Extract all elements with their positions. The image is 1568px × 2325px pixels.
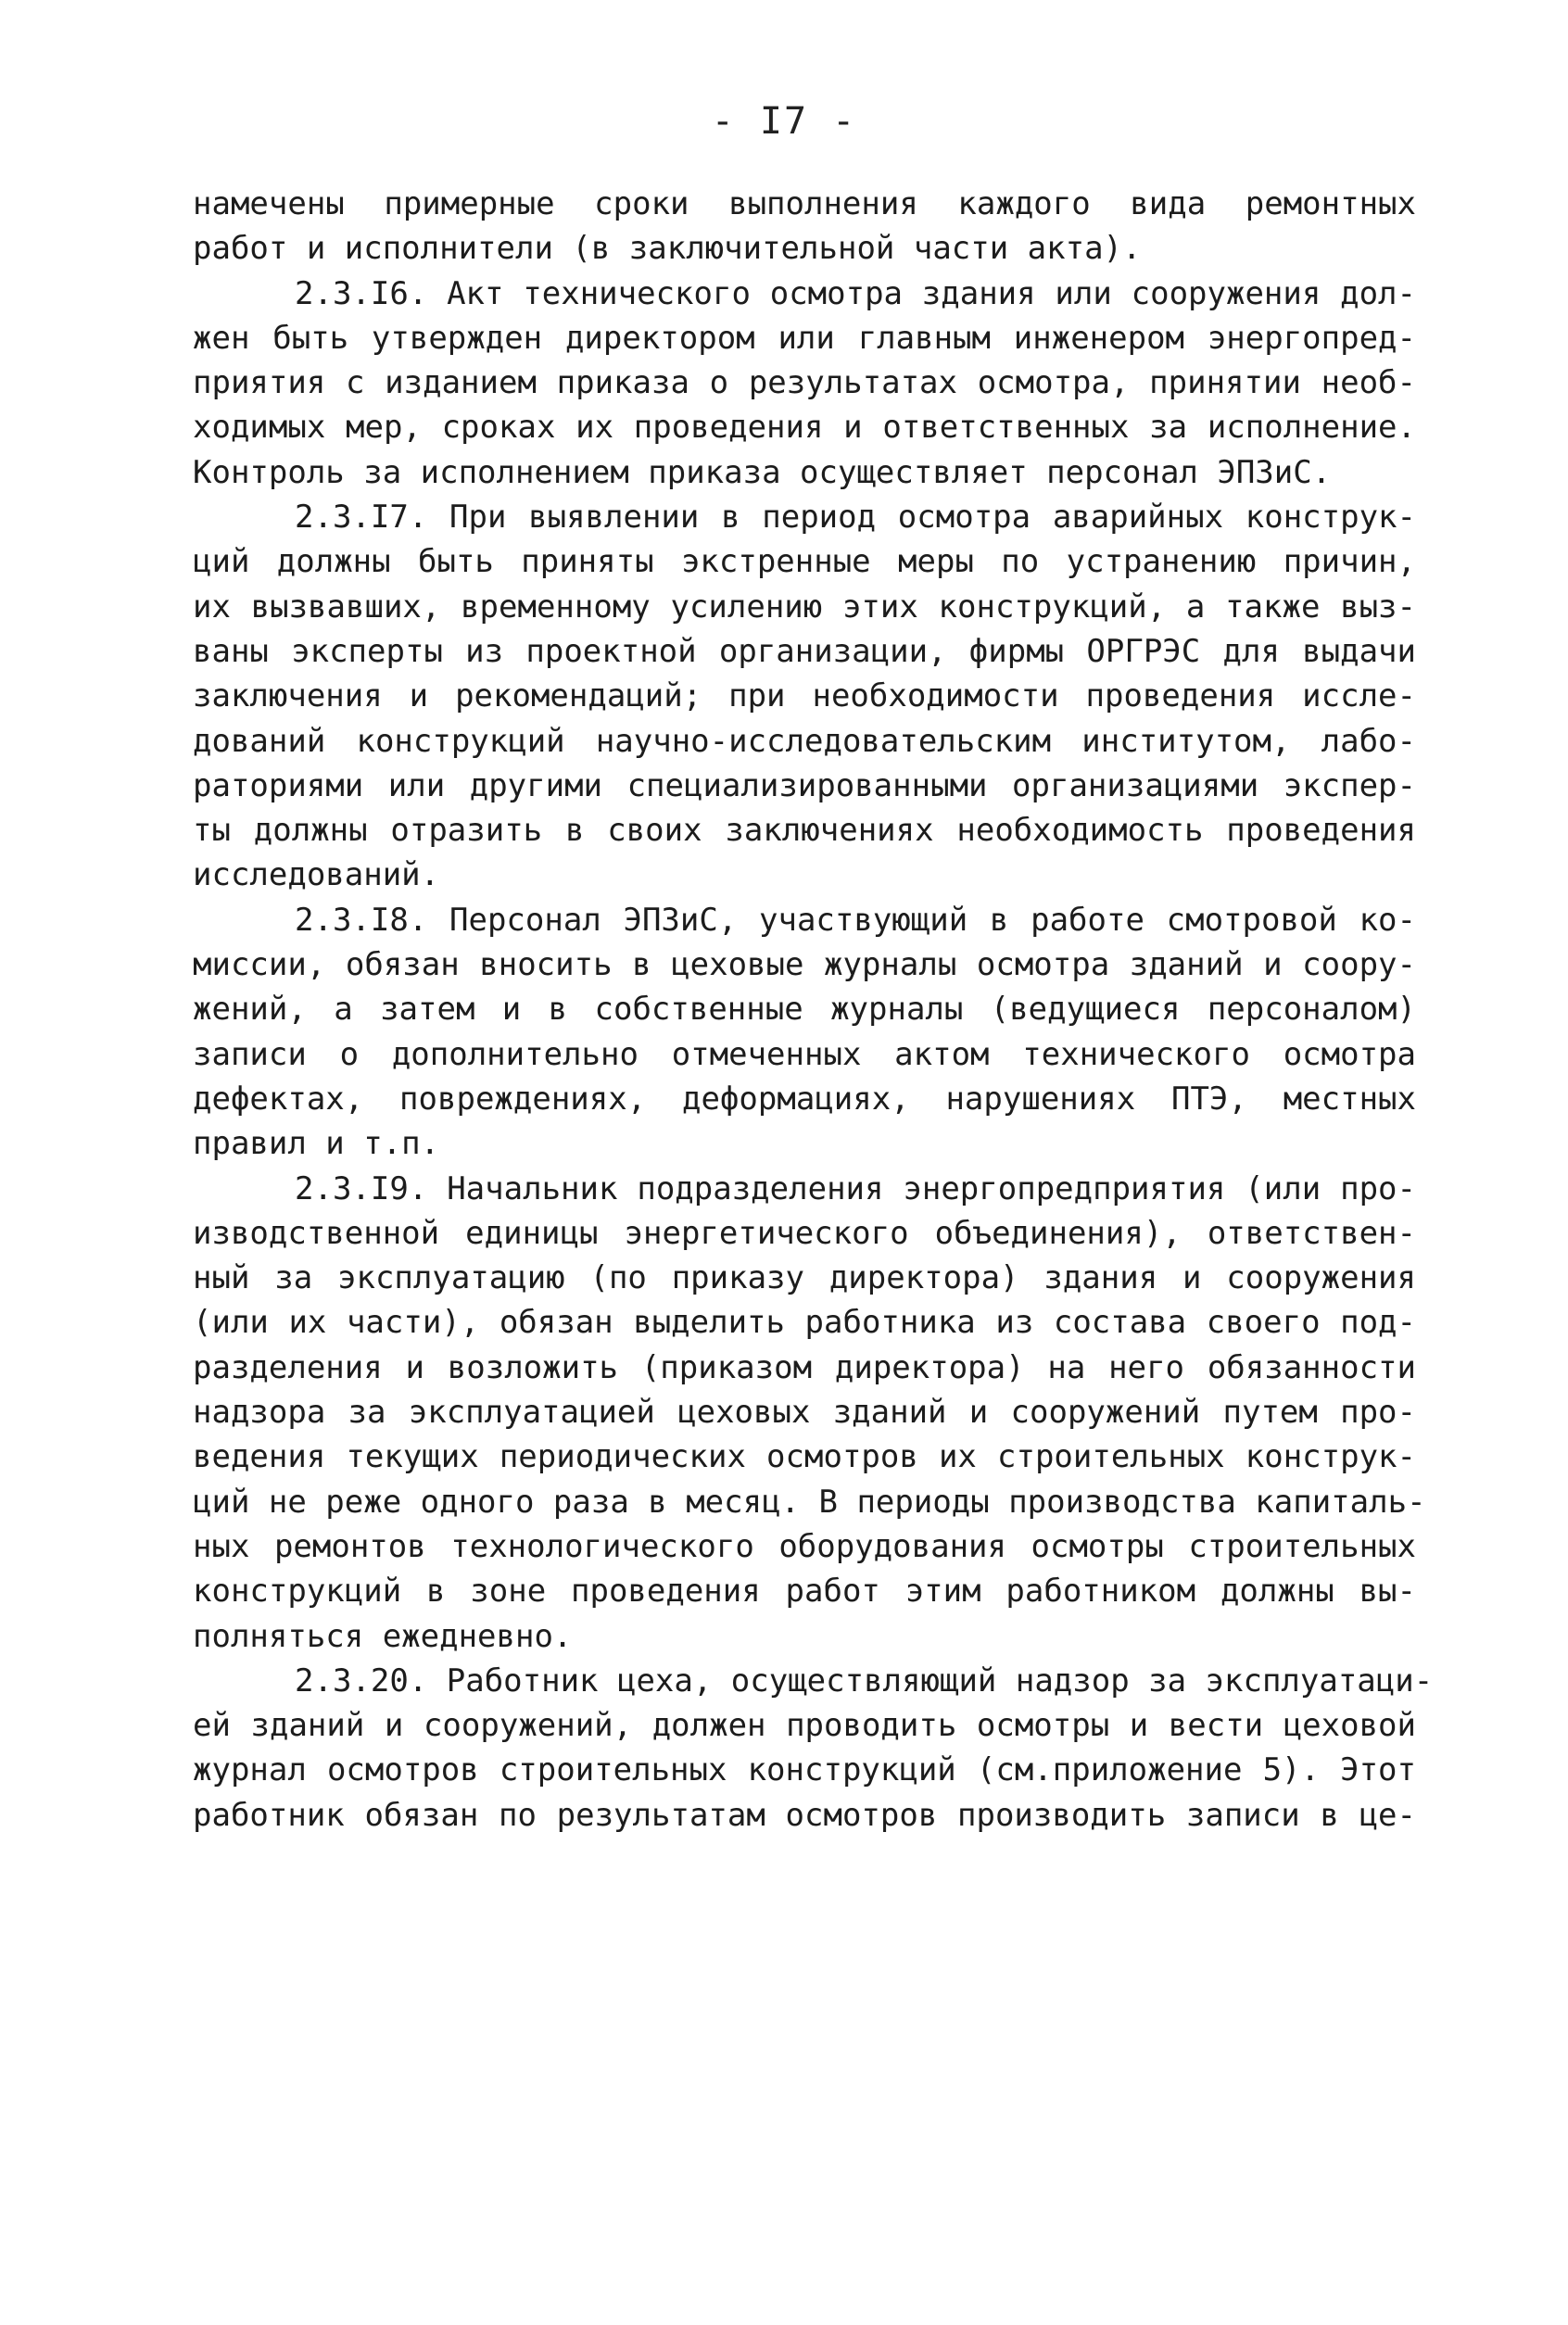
text-line: журнал осмотров строительных конструкций (см.приложение 5). Этот <box>193 1751 1416 1789</box>
text-line: изводственной единицы энергетического объединения), ответствен- <box>193 1214 1416 1252</box>
page-number: - I7 - <box>711 100 857 143</box>
text-line: жен быть утвержден директором или главным инженером энергопред- <box>193 319 1416 357</box>
text-line: ный за эксплуатацию (по приказу директора) здания и сооружения <box>193 1259 1416 1297</box>
text-line: (или их части), обязан выделить работника из состава своего под- <box>193 1304 1416 1342</box>
text-line: миссии, обязан вносить в цеховые журналы осмотра зданий и соору- <box>193 946 1416 984</box>
text-line: работник обязан по результатам осмотров производить записи в це- <box>193 1796 1416 1834</box>
text-line: ходимых мер, сроках их проведения и ответственных за исполнение. <box>193 409 1416 447</box>
text-line: ваны эксперты из проектной организации, фирмы ОРГРЭС для выдачи <box>193 632 1416 670</box>
text-line: ей зданий и сооружений, должен проводить осмотры и вести цеховой <box>193 1707 1416 1745</box>
paragraph-first-line: 2.3.I7. При выявлении в период осмотра аварийных конструк- <box>295 499 1416 537</box>
text-line: конструкций в зоне проведения работ этим работником должны вы- <box>193 1573 1416 1611</box>
paragraph-first-line: 2.3.I9. Начальник подразделения энергопредприятия (или про- <box>295 1169 1416 1207</box>
text-line: намечены примерные сроки выполнения каждого вида ремонтных <box>193 185 1416 222</box>
text-line: заключения и рекомендаций; при необходимости проведения иссле- <box>193 677 1416 715</box>
text-line: жений, а затем и в собственные журналы (ведущиеся персоналом) <box>193 991 1416 1029</box>
text-line: ных ремонтов технологического оборудования осмотры строительных <box>193 1527 1416 1565</box>
text-line: надзора за эксплуатацией цеховых зданий и сооружений путем про- <box>193 1394 1416 1432</box>
text-line: ты должны отразить в своих заключениях необходимость проведения <box>193 812 1416 850</box>
paragraph-first-line: 2.3.I6. Акт технического осмотра здания или сооружения дол- <box>295 274 1416 312</box>
text-line: работ и исполнители (в заключительной части акта). <box>193 230 1142 268</box>
text-line: исследований. <box>193 856 440 894</box>
text-line: дефектах, повреждениях, деформациях, нарушениях ПТЭ, местных <box>193 1080 1416 1118</box>
text-line: дований конструкций научно-исследовательским институтом, лабо- <box>193 722 1416 760</box>
text-line: ций должны быть приняты экстренные меры по устранению причин, <box>193 543 1416 581</box>
text-line: разделения и возложить (приказом директора) на него обязанности <box>193 1348 1416 1386</box>
text-line: приятия с изданием приказа о результатах осмотра, принятии необ- <box>193 364 1416 402</box>
text-line: ций не реже одного раза в месяц. В периоды производства капиталь- <box>193 1483 1426 1521</box>
body-text <box>193 182 1434 1838</box>
text-line: Контроль за исполнением приказа осуществляет персонал ЭПЗиС. <box>193 453 1332 491</box>
paragraph-first-line: 2.3.I8. Персонал ЭПЗиС, участвующий в работе смотровой ко- <box>295 901 1416 939</box>
text-line: ведения текущих периодических осмотров их строительных конструк- <box>193 1438 1416 1476</box>
text-line: правил и т.п. <box>193 1125 440 1163</box>
paragraph-first-line: 2.3.20. Работник цеха, осуществляющий надзор за эксплуатаци- <box>295 1662 1434 1700</box>
text-line: полняться ежедневно. <box>193 1617 573 1655</box>
text-line: их вызвавших, временному усилению этих конструкций, а также выз- <box>193 588 1416 625</box>
text-line: раториями или другими специализированными организациями экспер- <box>193 766 1416 804</box>
text-line: записи о дополнительно отмеченных актом технического осмотра <box>193 1035 1416 1073</box>
